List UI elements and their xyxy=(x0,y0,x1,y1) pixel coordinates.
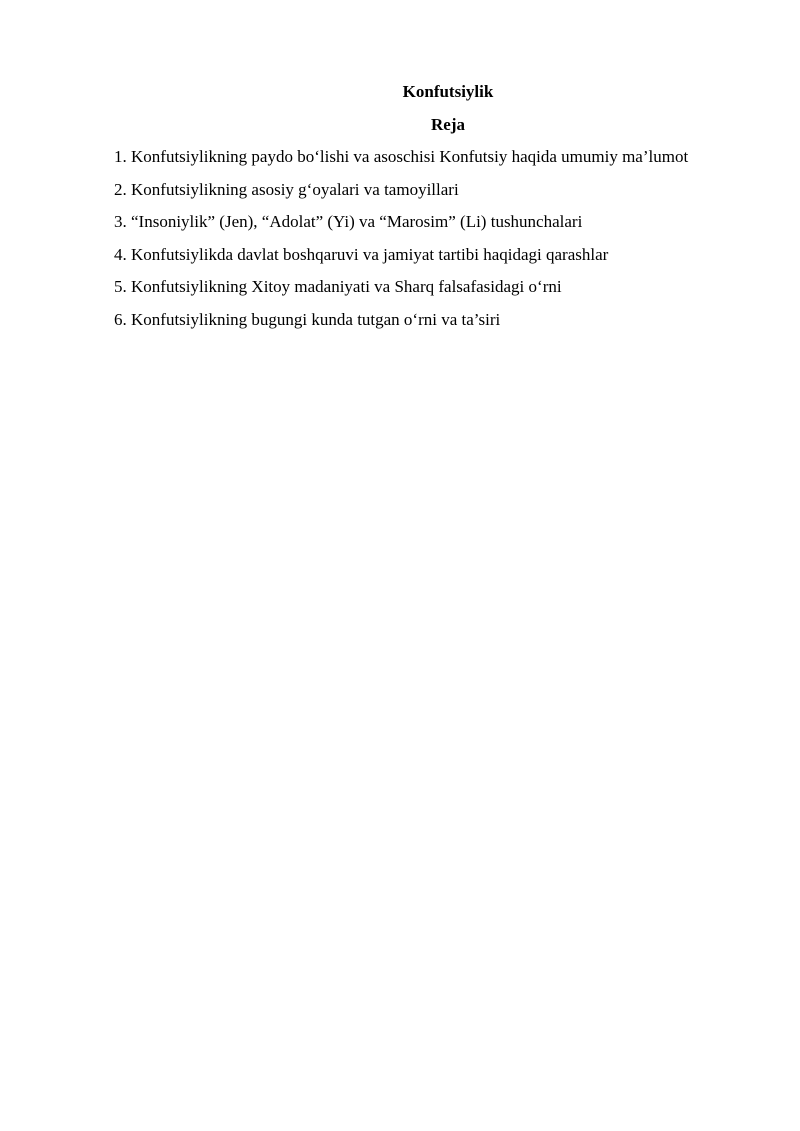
plan-heading: Reja xyxy=(431,114,465,134)
document-title: Konfutsiylik xyxy=(402,82,494,101)
document-body xyxy=(114,76,742,336)
plan-item-5: 5. Konfutsiylikning Xitoy madaniyati va Sharq falsafasidagi o‘rni xyxy=(114,277,562,296)
plan-item-1: 1. Konfutsiylikning paydo bo‘lishi va asoschisi Konfutsiy haqida umumiy ma’lumot xyxy=(114,147,689,166)
plan-item-4: 4. Konfutsiylikda davlat boshqaruvi va jamiyat tartibi haqidagi qarashlar xyxy=(114,244,609,264)
plan-item-6: 6. Konfutsiylikning bugungi kunda tutgan o‘rni va ta’siri xyxy=(114,309,501,329)
plan-list xyxy=(114,141,742,336)
plan-item-3: 3. “Insoniylik” (Jen), “Adolat” (Yi) va “Marosim” (Li) tushunchalari xyxy=(114,212,583,231)
plan-item-2: 2. Konfutsiylikning asosiy g‘oyalari va tamoyillari xyxy=(114,179,459,199)
